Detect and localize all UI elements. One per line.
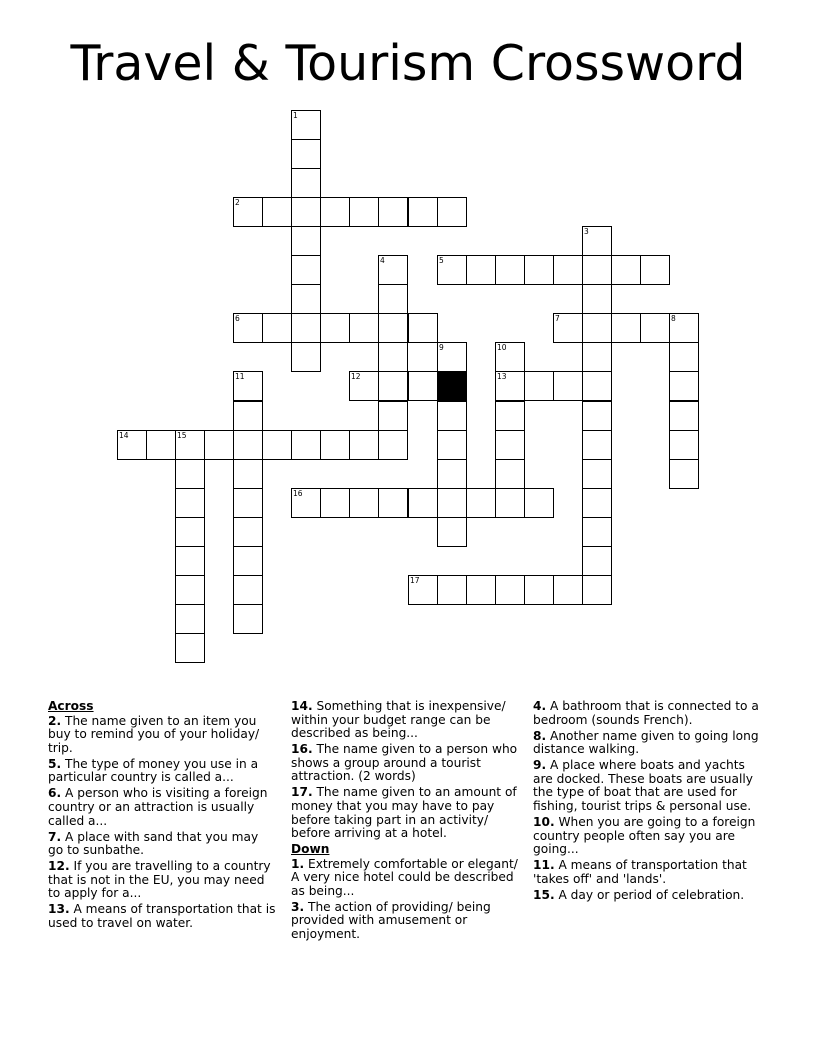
grid-cell[interactable]	[611, 255, 641, 285]
clue-across-14: 14. Something that is inexpensive/ within your budget range can be described as being...	[291, 699, 506, 741]
clue-down-10: 10. When you are going to a foreign country people often say you are going...	[533, 814, 756, 857]
page-title: Travel & Tourism Crossword	[70, 35, 746, 92]
grid-cell[interactable]	[495, 459, 525, 489]
grid-cell[interactable]	[495, 430, 525, 460]
grid-cell[interactable]	[291, 284, 321, 314]
clue-number: 5	[439, 256, 444, 265]
grid-cell[interactable]	[378, 255, 408, 285]
grid-cell[interactable]	[233, 401, 263, 431]
grid-cell[interactable]	[349, 371, 379, 401]
grid-cell[interactable]	[582, 488, 612, 518]
grid-cell[interactable]	[582, 517, 612, 547]
grid-cell[interactable]	[378, 371, 408, 401]
grid-cell[interactable]	[640, 313, 670, 343]
grid-cell[interactable]	[291, 197, 321, 227]
grid-cell[interactable]	[291, 313, 321, 343]
grid-cell[interactable]	[582, 546, 612, 576]
grid-cell[interactable]	[524, 371, 554, 401]
grid-cell[interactable]	[669, 430, 699, 460]
grid-cell[interactable]	[582, 313, 612, 343]
grid-cell[interactable]	[640, 255, 670, 285]
clue-number: 12	[351, 372, 361, 381]
grid-cell[interactable]	[582, 255, 612, 285]
clue-number: 15	[177, 431, 187, 440]
grid-cell[interactable]	[146, 430, 176, 460]
clue-down-8: 8. Another name given to going long distance walking.	[533, 728, 759, 757]
clue-down-1: 1. Extremely comfortable or elegant/ A very nice hotel could be described as being...	[291, 856, 518, 898]
grid-cell[interactable]	[437, 459, 467, 489]
grid-cell[interactable]	[262, 313, 292, 343]
grid-cell[interactable]	[495, 575, 525, 605]
clue-number: 11	[235, 372, 245, 381]
grid-cell[interactable]	[175, 517, 205, 547]
clue-across-6: 6. A person who is visiting a foreign country or an attraction is usually called a...	[48, 786, 268, 828]
grid-cell[interactable]	[291, 110, 321, 140]
clue-number: 16	[293, 489, 303, 498]
grid-cell[interactable]	[175, 488, 205, 518]
clue-across-5: 5. The type of money you use in a particular country is called a...	[48, 756, 259, 785]
clue-number: 10	[497, 343, 507, 352]
grid-cell[interactable]	[669, 371, 699, 401]
grid-cell[interactable]	[495, 371, 525, 401]
grid-cell[interactable]	[233, 371, 263, 401]
grid-cell[interactable]	[233, 517, 263, 547]
clue-number: 2	[235, 198, 240, 207]
clue-number: 8	[671, 314, 676, 323]
grid-cell[interactable]	[495, 401, 525, 431]
grid-cell[interactable]	[669, 459, 699, 489]
clue-down-4: 4. A bathroom that is connected to a bedroom (sounds French).	[533, 699, 759, 727]
grid-cell[interactable]	[378, 430, 408, 460]
grid-cell[interactable]	[553, 371, 583, 401]
grid-cell[interactable]	[175, 546, 205, 576]
grid-cell[interactable]	[524, 575, 554, 605]
grid-cell[interactable]	[291, 342, 321, 372]
grid-cell[interactable]	[175, 633, 205, 663]
grid-cell[interactable]	[378, 284, 408, 314]
grid-cell[interactable]	[582, 401, 612, 431]
grid-cell[interactable]	[378, 197, 408, 227]
grid-cell[interactable]	[204, 430, 234, 460]
grid-cell[interactable]	[669, 342, 699, 372]
grid-cell[interactable]	[466, 255, 496, 285]
grid-cell[interactable]	[582, 342, 612, 372]
grid-cell[interactable]	[408, 197, 438, 227]
grid-cell[interactable]	[437, 575, 467, 605]
grid-cell[interactable]	[582, 575, 612, 605]
grid-cell[interactable]	[524, 488, 554, 518]
clue-down-15: 15. A day or period of celebration.	[533, 887, 745, 902]
grid-cell[interactable]	[408, 313, 438, 343]
grid-cell[interactable]	[582, 371, 612, 401]
grid-cell[interactable]	[233, 575, 263, 605]
clues-column-1	[48, 700, 276, 933]
clues-column-3	[533, 700, 765, 905]
grid-cell[interactable]	[582, 284, 612, 314]
across-heading: Across	[48, 699, 94, 713]
grid-cell[interactable]	[495, 342, 525, 372]
grid-cell[interactable]	[408, 371, 438, 401]
clue-across-17: 17. The name given to an amount of money that you may have to pay before taking part in an activity/ before arriving at a hotel.	[291, 785, 517, 841]
clue-down-9: 9. A place where boats and yachts are docked. These boats are usually the type of boat that are used for fishing, tourist trips & personal use.	[533, 758, 753, 813]
grid-cell[interactable]	[669, 401, 699, 431]
clue-across-2: 2. The name given to an item you buy to remind you of your holiday/ trip.	[48, 713, 260, 755]
grid-cell[interactable]	[553, 575, 583, 605]
grid-cell[interactable]	[320, 430, 350, 460]
grid-cell[interactable]	[233, 488, 263, 518]
grid-cell[interactable]	[291, 226, 321, 256]
grid-cell[interactable]	[291, 255, 321, 285]
grid-cell[interactable]	[320, 313, 350, 343]
clue-number: 7	[555, 314, 560, 323]
grid-cell[interactable]	[233, 459, 263, 489]
clue-number: 17	[410, 576, 420, 585]
grid-cell[interactable]	[437, 430, 467, 460]
clue-number: 3	[584, 227, 589, 236]
grid-cell[interactable]	[466, 575, 496, 605]
grid-cell[interactable]	[466, 488, 496, 518]
grid-cell[interactable]	[262, 430, 292, 460]
grid-cell[interactable]	[437, 488, 467, 518]
clue-number: 14	[119, 431, 129, 440]
black-cell	[437, 371, 467, 401]
grid-cell[interactable]	[378, 401, 408, 431]
grid-cell[interactable]	[349, 313, 379, 343]
grid-cell[interactable]	[495, 488, 525, 518]
clue-down-11: 11. A means of transportation that 'takes off' and 'lands'.	[533, 858, 747, 886]
grid-cell[interactable]	[349, 488, 379, 518]
clue-number: 6	[235, 314, 240, 323]
grid-cell[interactable]	[437, 255, 467, 285]
grid-cell[interactable]	[524, 255, 554, 285]
grid-cell[interactable]	[349, 430, 379, 460]
grid-cell[interactable]	[437, 342, 467, 372]
grid-cell[interactable]	[349, 197, 379, 227]
clue-across-12: 12. If you are travelling to a country that is not in the EU, you may need to apply for a...	[48, 859, 271, 901]
grid-cell[interactable]	[582, 226, 612, 256]
clues-column-2	[291, 700, 523, 944]
grid-cell[interactable]	[320, 197, 350, 227]
grid-cell[interactable]	[553, 255, 583, 285]
grid-cell[interactable]	[291, 139, 321, 169]
clue-number: 1	[293, 111, 298, 120]
grid-cell[interactable]	[437, 401, 467, 431]
grid-cell[interactable]	[437, 517, 467, 547]
grid-cell[interactable]	[582, 430, 612, 460]
grid-cell[interactable]	[233, 546, 263, 576]
clue-across-13: 13. A means of transportation that is used to travel on water.	[48, 902, 276, 930]
grid-cell[interactable]	[495, 255, 525, 285]
grid-cell[interactable]	[175, 575, 205, 605]
clue-number: 13	[497, 372, 507, 381]
grid-cell[interactable]	[320, 488, 350, 518]
grid-cell[interactable]	[408, 575, 438, 605]
grid-cell[interactable]	[408, 488, 438, 518]
clue-number: 9	[439, 343, 444, 352]
clue-across-16: 16. The name given to a person who shows a group around a tourist attraction. (2 words)	[291, 742, 518, 784]
grid-cell[interactable]	[553, 313, 583, 343]
clue-down-3: 3. The action of providing/ being provided with amusement or enjoyment.	[291, 899, 491, 942]
grid-cell[interactable]	[378, 342, 408, 372]
grid-cell[interactable]	[262, 197, 292, 227]
down-heading: Down	[291, 842, 330, 857]
grid-cell[interactable]	[291, 488, 321, 518]
grid-cell[interactable]	[291, 430, 321, 460]
grid-cell[interactable]	[175, 604, 205, 634]
grid-cell[interactable]	[378, 488, 408, 518]
clue-across-7: 7. A place with sand that you may go to sunbathe.	[48, 829, 259, 858]
grid-cell[interactable]	[437, 197, 467, 227]
clue-number: 4	[380, 256, 385, 265]
grid-cell[interactable]	[611, 313, 641, 343]
grid-cell[interactable]	[175, 430, 205, 460]
grid-cell[interactable]	[233, 313, 263, 343]
grid-cell[interactable]	[233, 604, 263, 634]
grid-cell[interactable]	[291, 168, 321, 198]
grid-cell[interactable]	[233, 197, 263, 227]
grid-cell[interactable]	[582, 459, 612, 489]
grid-cell[interactable]	[669, 313, 699, 343]
grid-cell[interactable]	[233, 430, 263, 460]
grid-cell[interactable]	[378, 313, 408, 343]
grid-cell[interactable]	[175, 459, 205, 489]
grid-cell[interactable]	[117, 430, 147, 460]
